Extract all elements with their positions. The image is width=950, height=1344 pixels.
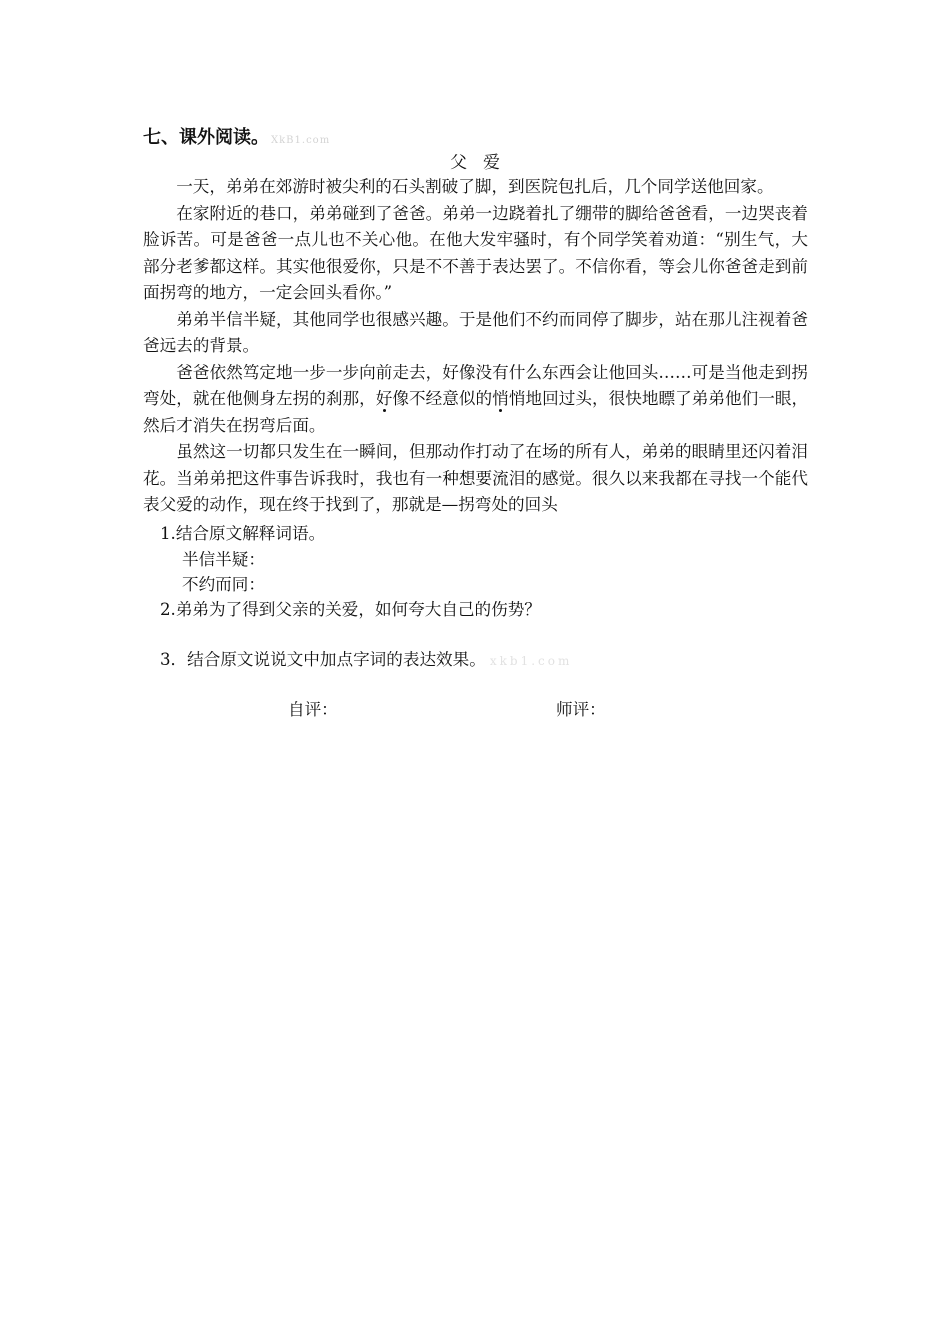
passage-paragraph — [143, 360, 808, 440]
paragraph-text: 虽然这一切都只发生在一瞬间，但那动作打动了在场的所有人，弟弟的眼睛里还闪着泪花。当弟弟把这件事告诉我时，我也有一种想要流泪的感觉。很久以来我都在寻找一个能代表父爱的动作，现在终于找到了，那就是—拐弯处的回头 — [143, 442, 808, 514]
paragraph-text: 一天，弟弟在郊游时被尖利的石头割破了脚，到医院包扎后，几个同学送他回家。 — [176, 177, 774, 196]
emphasis-dot-char: 好 — [375, 389, 393, 408]
passage-paragraph — [143, 201, 808, 307]
paragraph-text: 像不经意似的 — [392, 389, 493, 408]
reading-passage — [143, 174, 808, 519]
section-heading — [143, 126, 330, 153]
passage-paragraph — [143, 439, 808, 519]
section-heading-text: 七、课外阅读。 — [143, 127, 269, 148]
paragraph-text: 爸爸依然笃定地一步一步向前走去，好像没有什么东西会让他回头……可是当他走到拐弯处，就在他侧身左拐的刹那， — [143, 362, 808, 408]
passage-paragraph — [143, 307, 808, 360]
passage-paragraph — [143, 174, 808, 201]
question-3 — [160, 648, 572, 673]
teacher-evaluation-label: 师评： — [556, 700, 606, 719]
article-title: 父爱 — [450, 153, 516, 173]
paragraph-text: 悄地回过头，很快地瞟了弟弟他们一眼，然后才消失在拐弯后面。 — [143, 389, 808, 435]
question-1-term-2: 不约而同： — [182, 575, 265, 594]
faded-watermark: xkb1.com — [489, 654, 573, 668]
question-2: 2.弟弟为了得到父亲的关爱，如何夸大自己的伤势？ — [160, 600, 541, 619]
watermark-text: XkB1.com — [271, 135, 331, 146]
question-1: 1.结合原文解释词语。 — [160, 524, 326, 543]
emphasis-dot-char: 悄 — [492, 389, 509, 408]
paragraph-text: 在家附近的巷口，弟弟碰到了爸爸。弟弟一边跷着扎了绷带的脚给爸爸看，一边哭丧着脸诉苦。可是爸爸一点儿也不关心他。在他大发牢骚时，有个同学笑着劝道：“别生气，大部分老爹都这样。其实他很爱你，只是不不善于表达罢了。不信你看，等会儿你爸爸走到前面拐弯的地方，一定会回头看你。” — [143, 203, 808, 302]
paragraph-text: 弟弟半信半疑，其他同学也很感兴趣。于是他们不约而同停了脚步，站在那儿注视着爸爸远去的背景。 — [143, 309, 808, 355]
question-3-text: 3．结合原文说说文中加点字词的表达效果。 — [160, 650, 486, 669]
self-evaluation-label: 自评： — [288, 700, 338, 719]
question-1-term-1: 半信半疑： — [182, 550, 265, 569]
